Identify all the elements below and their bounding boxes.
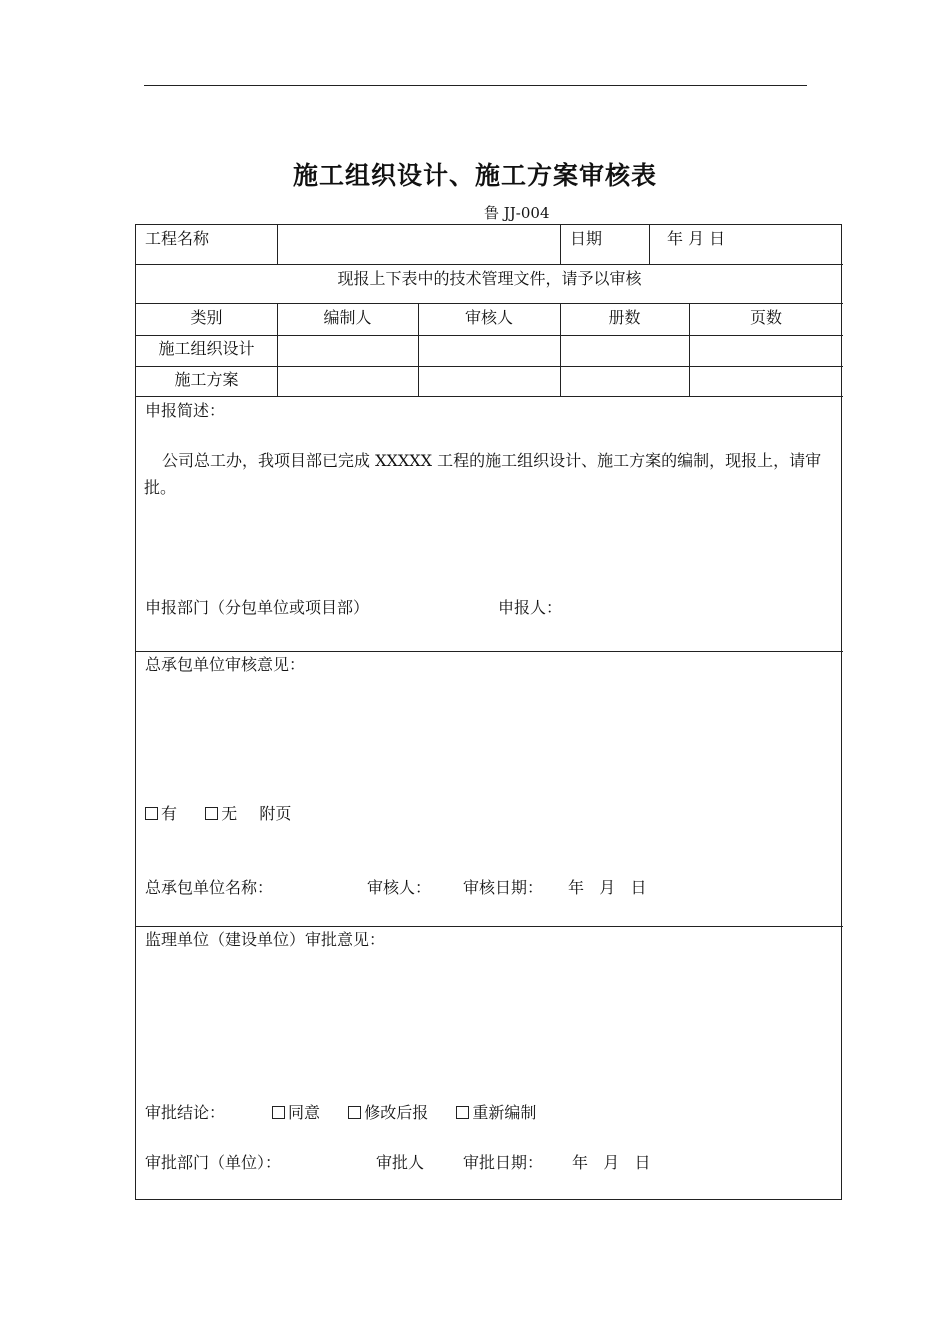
appendix-yes-label: 有 — [161, 804, 178, 823]
report-dept-label: 申报部门（分包单位或项目部） — [145, 598, 370, 617]
report-heading: 申报简述： — [145, 401, 226, 420]
row-construction-design: 施工组织设计 — [158, 339, 255, 358]
appendix-no-checkbox[interactable] — [205, 807, 218, 820]
conclusion-options — [272, 1103, 536, 1123]
appendix-options — [145, 804, 291, 824]
contractor-heading: 总承包单位审核意见： — [145, 655, 306, 674]
col-author: 编制人 — [323, 308, 372, 327]
contractor-reviewer-label: 审核人： — [367, 878, 432, 897]
contractor-date-value: 年 月 日 — [568, 878, 647, 897]
agree-label: 同意 — [288, 1103, 321, 1122]
project-name-field[interactable] — [281, 229, 556, 259]
conclusion-label: 审批结论： — [145, 1103, 226, 1122]
review-form-table — [135, 224, 842, 1200]
report-person-label: 申报人： — [498, 598, 563, 617]
appendix-label: 附页 — [259, 804, 292, 823]
form-code: 鲁 JJ-004 — [484, 204, 550, 222]
redo-checkbox[interactable] — [456, 1106, 469, 1119]
submission-notice: 现报上下表中的技术管理文件，请予以审核 — [337, 269, 642, 288]
project-name-label: 工程名称 — [145, 229, 210, 248]
approval-date-value: 年 月 日 — [572, 1153, 651, 1172]
col-category: 类别 — [190, 308, 223, 327]
row-construction-plan: 施工方案 — [174, 370, 239, 389]
document-title: 施工组织设计、施工方案审核表 — [292, 161, 657, 190]
redo-label: 重新编制 — [472, 1103, 537, 1122]
approval-date-label: 审批日期： — [463, 1153, 544, 1172]
col-reviewer: 审核人 — [464, 308, 513, 327]
date-value[interactable]: 年 月 日 — [667, 229, 726, 248]
revise-label: 修改后报 — [364, 1103, 429, 1122]
report-body: 公司总工办，我项目部已完成 XXXXX 工程的施工组织设计、施工方案的编制，现报上，请审批。 — [144, 451, 822, 497]
contractor-name-label: 总承包单位名称： — [145, 878, 274, 897]
header-rule — [144, 85, 807, 86]
agree-checkbox[interactable] — [272, 1106, 285, 1119]
col-volumes: 册数 — [608, 308, 641, 327]
date-label: 日期 — [570, 229, 603, 248]
approver-label: 审批人 — [376, 1153, 425, 1172]
supervision-heading: 监理单位（建设单位）审批意见： — [145, 930, 386, 949]
appendix-no-label: 无 — [221, 804, 238, 823]
col-pages: 页数 — [749, 308, 782, 327]
approval-dept-label: 审批部门（单位）： — [145, 1153, 282, 1172]
revise-checkbox[interactable] — [348, 1106, 361, 1119]
appendix-yes-checkbox[interactable] — [145, 807, 158, 820]
contractor-review-date-label: 审核日期： — [463, 878, 544, 897]
